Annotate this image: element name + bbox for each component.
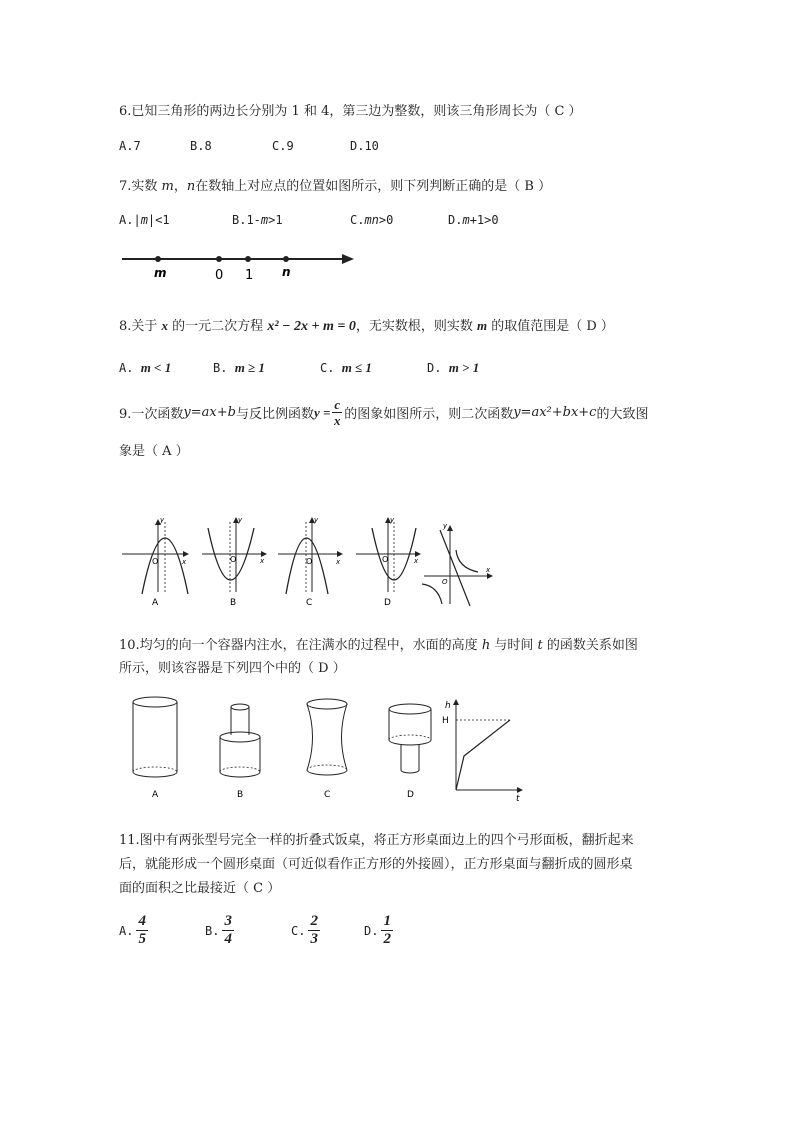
q6-text: 6.已知三角形的两边长分别为 1 和 4，第三边为整数，则该三角形周长为（ C ） [119, 104, 582, 119]
point-n [283, 256, 289, 262]
svg-text:D: D [407, 790, 414, 800]
q10-containers [118, 690, 538, 805]
svg-text:x: x [486, 566, 491, 574]
svg-text:t: t [516, 794, 520, 804]
q11-text-line2: 后，就能形成一个圆形桌面（可近似看作正方形的外接圆），正方形桌面与翻折成的圆形桌 [119, 857, 633, 872]
q8-option-c: C. m ≤ 1 [320, 360, 372, 375]
svg-text:O: O [306, 557, 313, 566]
svg-text:A: A [152, 598, 159, 608]
svg-text:O: O [152, 557, 159, 566]
q6-option-c: C.9 [272, 139, 294, 153]
q7-option-d: D.m+1>0 [448, 213, 499, 227]
svg-text:y: y [238, 516, 243, 524]
svg-text:y: y [160, 516, 165, 524]
q8-text: 8.关于 x 的一元二次方程 x² − 2x + m = 0，无实数根，则实数 m 的取值范围是（ D ） [119, 318, 614, 334]
svg-text:O: O [442, 578, 448, 586]
svg-text:y: y [314, 516, 319, 524]
svg-text:O: O [382, 555, 389, 564]
svg-text:C: C [306, 598, 313, 608]
svg-text:O: O [230, 555, 237, 564]
graph-reference [422, 522, 492, 606]
label-n: n [282, 265, 291, 279]
q8-option-b: B. m ≥ 1 [213, 360, 265, 375]
q7-option-a: A.|m|<1 [119, 213, 170, 227]
q11-option-d: D. $\frac{1}{2}$ [364, 913, 391, 947]
q9-text-line2: 象是（ A ） [119, 444, 189, 459]
q8-option-d: D. m > 1 [427, 360, 480, 375]
svg-text:x: x [414, 557, 419, 565]
q11-option-b: B. $\frac{3}{4}$ [205, 913, 232, 947]
q7-option-c: C.mn>0 [350, 213, 394, 227]
graph-a [122, 516, 188, 608]
svg-text:x: x [336, 558, 341, 566]
svg-text:h: h [445, 701, 451, 711]
container-d [389, 704, 431, 800]
graph-c [278, 516, 342, 608]
graph-b [202, 516, 266, 608]
q7-text: 7.实数 m，n在数轴上对应点的位置如图所示，则下列判断正确的是（ B ） [119, 179, 552, 194]
svg-text:B: B [237, 790, 244, 800]
q11-option-a: A. $\frac{4}{5}$ [119, 913, 146, 947]
q6-option-d: D.10 [350, 139, 379, 153]
q6-option-a: A.7 [119, 139, 141, 153]
svg-text:x: x [260, 557, 265, 565]
q11-option-c: C. $\frac{2}{3}$ [291, 913, 318, 947]
water-height-graph [442, 700, 522, 804]
container-c [307, 699, 347, 800]
q9-text: 9.一次函数 y=ax+b 与反比例函数 y = $\frac{c}{x}$ 的图象如图所示，则二次函数 y=ax²+bx+c 的大致图 [119, 397, 649, 428]
label-zero: 0 [215, 268, 224, 283]
q11-text-line3: 面的面积之比最接近（ C ） [119, 881, 281, 896]
graph-d [356, 516, 420, 608]
container-a [133, 697, 177, 800]
label-m: m [154, 266, 167, 280]
point-m [155, 256, 161, 262]
container-b [220, 704, 260, 800]
point-zero [216, 256, 222, 262]
q6-option-b: B.8 [190, 139, 212, 153]
q9-fraction: $\frac{c}{x}$ [334, 397, 341, 428]
svg-text:D: D [384, 598, 391, 608]
q7-number-line [118, 250, 358, 284]
label-one: 1 [245, 268, 254, 283]
svg-text:y: y [443, 522, 448, 530]
svg-text:A: A [152, 790, 159, 800]
q10-text-line2: 所示，则该容器是下列四个中的（ D ） [119, 661, 346, 676]
q11-text-line1: 11.图中有两张型号完全一样的折叠式饭桌，将正方形桌面边上的四个弓形面板，翻折起来 [119, 833, 634, 848]
q8-option-a: A. m < 1 [119, 360, 172, 375]
svg-text:y: y [390, 516, 395, 524]
svg-text:H: H [442, 716, 449, 726]
q7-option-b: B.1-m>1 [232, 213, 283, 227]
q10-text-line1: 10.均匀的向一个容器内注水，在注满水的过程中，水面的高度 h 与时间 t 的函数关系如图 [119, 638, 638, 653]
svg-text:C: C [324, 790, 331, 800]
svg-text:x: x [182, 558, 187, 566]
q9-graphs [118, 512, 498, 608]
svg-text:B: B [230, 598, 237, 608]
point-one [245, 256, 251, 262]
